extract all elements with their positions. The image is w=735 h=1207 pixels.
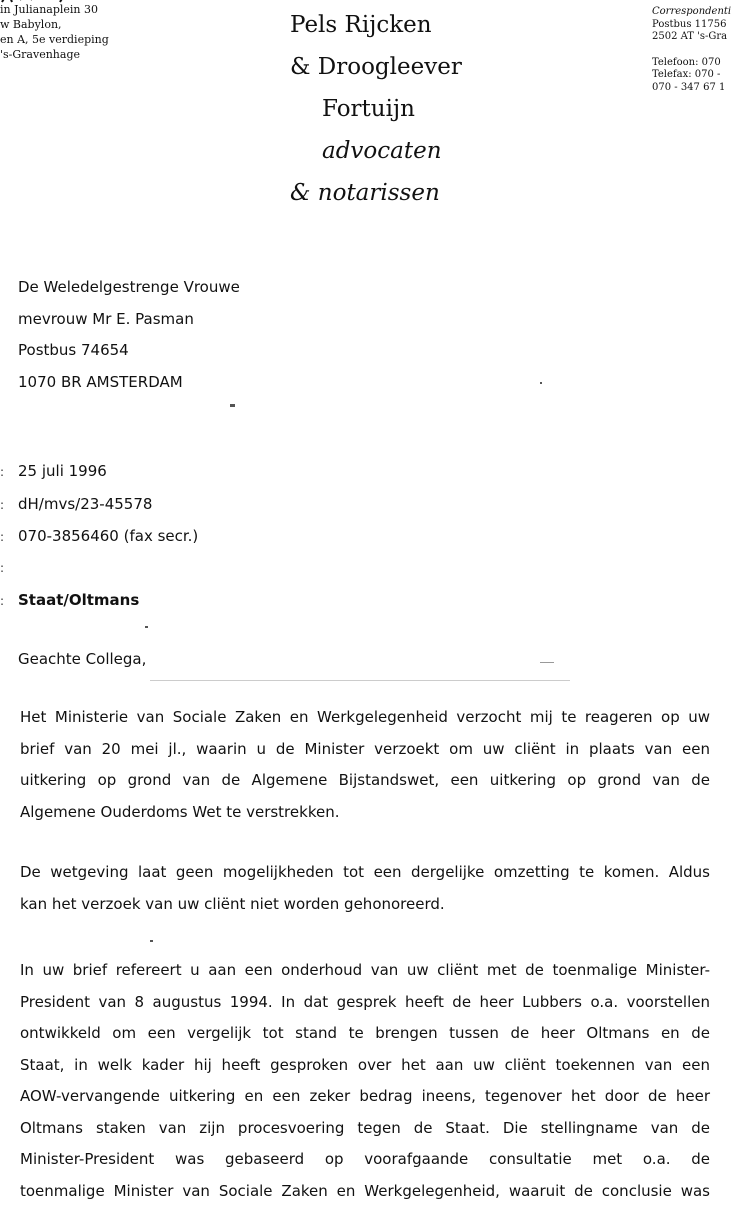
- paragraph-line: ontwikkeld om een vergelijk tot stand te brengen tussen de heer Oltmans en de: [20, 1018, 710, 1050]
- phone-row: : 070-3856460 (fax secr.): [0, 527, 198, 545]
- correspondence-phone: Telefoon: 070: [652, 57, 731, 70]
- letter-date: 25 juli 1996: [18, 462, 107, 480]
- scan-speck: [150, 680, 570, 681]
- paragraph-line: In uw brief refereert u aan een onderhoud van uw cliënt met de toenmalige Minister-: [20, 955, 710, 987]
- sender-address-line: en A, 5e verdieping: [0, 32, 130, 47]
- correspondence-address-block: [652, 6, 731, 94]
- scan-speck: [145, 626, 148, 628]
- paragraph-line: toenmalige Minister van Sociale Zaken en Werkgelegenheid, waaruit de conclusie was: [20, 1176, 710, 1207]
- salutation: Geachte Collega,: [18, 650, 146, 668]
- body-paragraph: [20, 857, 710, 920]
- sender-address-line: w Babylon,: [0, 17, 130, 32]
- firm-tagline: advocaten: [290, 130, 462, 172]
- paragraph-line: brief van 20 mei jl., waarin u de Minister verzoekt om uw cliënt in plaats van een: [20, 734, 710, 766]
- body-paragraph: [20, 702, 710, 828]
- recipient-line: De Weledelgestrenge Vrouwe: [18, 272, 240, 304]
- firm-name-line: Fortuijn: [290, 88, 462, 130]
- paragraph-line: Oltmans staken van zijn procesvoering tegen de Staat. Die stellingname van de: [20, 1113, 710, 1145]
- paragraph-line: AOW-vervangende uitkering en een zeker bedrag ineens, tegenover het door de heer: [20, 1081, 710, 1113]
- paragraph-line: Minister-President was gebaseerd op voorafgaande consultatie met o.a. de: [20, 1144, 710, 1176]
- letter-reference: dH/mvs/23-45578: [18, 495, 152, 513]
- recipient-address: [18, 272, 240, 398]
- reference-row: : dH/mvs/23-45578: [0, 495, 152, 513]
- paragraph-line: De wetgeving laat geen mogelijkheden tot een dergelijke omzetting te komen. Aldus: [20, 857, 710, 889]
- scan-speck: [540, 662, 554, 663]
- paragraph-line: President van 8 augustus 1994. In dat gesprek heeft de heer Lubbers o.a. voorstellen: [20, 987, 710, 1019]
- correspondence-postbus: Postbus 11756: [652, 19, 731, 32]
- sender-address-line: in Julianaplein 30: [0, 2, 130, 17]
- paragraph-line: Het Ministerie van Sociale Zaken en Werkgelegenheid verzocht mij te reageren op uw: [20, 702, 710, 734]
- paragraph-line: uitkering op grond van de Algemene Bijstandswet, een uitkering op grond van de: [20, 765, 710, 797]
- scan-speck: [150, 940, 153, 942]
- scan-speck: [540, 382, 542, 384]
- firm-name-line: & Droogleever: [290, 46, 462, 88]
- empty-meta-row: :: [0, 558, 18, 576]
- scan-speck: [230, 404, 235, 407]
- paragraph-line: Algemene Ouderdoms Wet te verstrekken.: [20, 797, 710, 829]
- recipient-line: mevrouw Mr E. Pasman: [18, 304, 240, 336]
- subject-row: : Staat/Oltmans: [0, 591, 139, 609]
- date-row: : 25 juli 1996: [0, 462, 107, 480]
- body-paragraph: [20, 955, 710, 1207]
- firm-tagline: & notarissen: [290, 172, 462, 214]
- letterhead-firm-name: [290, 4, 462, 214]
- correspondence-fax: Telefax: 070 -: [652, 69, 731, 82]
- sender-address-line: 's-Gravenhage: [0, 47, 130, 62]
- recipient-line: 1070 BR AMSTERDAM: [18, 367, 240, 399]
- letter-phone: 070-3856460 (fax secr.): [18, 527, 198, 545]
- paragraph-line: kan het verzoek van uw cliënt niet worden gehonoreerd.: [20, 889, 710, 921]
- sender-address-block: [0, 2, 130, 62]
- recipient-line: Postbus 74654: [18, 335, 240, 367]
- letter-subject: Staat/Oltmans: [18, 591, 139, 609]
- correspondence-number: 070 - 347 67 1: [652, 82, 731, 95]
- paragraph-line: Staat, in welk kader hij heeft gesproken over het aan uw cliënt toekennen van een: [20, 1050, 710, 1082]
- correspondence-postcode: 2502 AT 's-Gra: [652, 31, 731, 44]
- firm-name-line: Pels Rijcken: [290, 4, 462, 46]
- correspondence-heading: Correspondenti: [652, 6, 731, 19]
